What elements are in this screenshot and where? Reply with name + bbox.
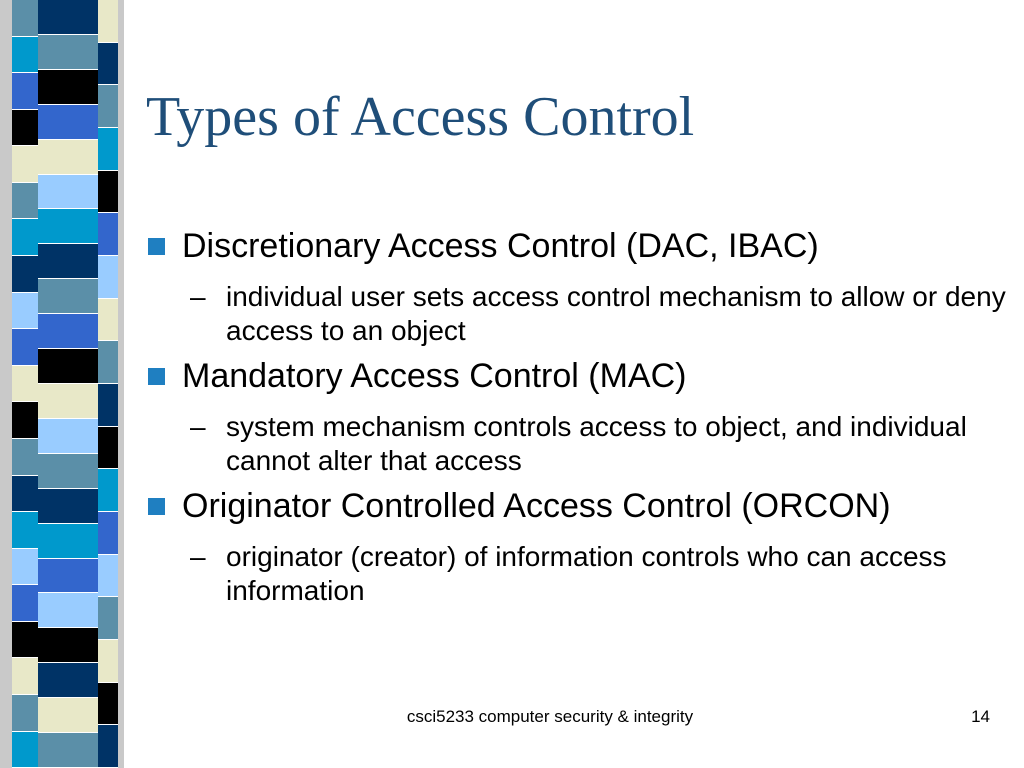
bullet-text: Mandatory Access Control (MAC) [182,357,687,395]
strip-block [12,622,38,659]
sub-bullet-text: originator (creator) of information controls who can access information [226,541,947,606]
strip-column-left [12,0,38,768]
strip-block [98,128,118,171]
strip-block [38,593,98,628]
strip-block [12,402,38,439]
strip-block [98,555,118,598]
sub-bullet-text: system mechanism controls access to object, and individual cannot alter that access [226,411,967,476]
strip-block [12,219,38,256]
strip-block [38,175,98,210]
slide-title: Types of Access Control [146,86,695,148]
strip-block [12,476,38,513]
strip-block [12,256,38,293]
strip-block [38,628,98,663]
sub-bullet-item [190,410,1006,478]
bullet-item [146,226,1006,266]
strip-block [38,524,98,559]
strip-block [12,658,38,695]
bullet-group-orcon [146,486,1006,608]
strip-block [38,105,98,140]
strip-block [98,683,118,726]
strip-block [38,698,98,733]
strip-block [12,183,38,220]
sub-bullet-text: individual user sets access control mechanism to allow or deny access to an object [226,281,1006,346]
strip-block [98,725,118,768]
bullet-item [146,356,1006,396]
strip-block [38,663,98,698]
strip-block [38,559,98,594]
strip-block [98,256,118,299]
strip-block [38,209,98,244]
strip-block [12,439,38,476]
strip-block [12,549,38,586]
strip-block [38,349,98,384]
strip-block [98,512,118,555]
strip-block [12,329,38,366]
strip-block [98,384,118,427]
strip-block [98,43,118,86]
strip-block [12,73,38,110]
strip-block [98,469,118,512]
strip-column-middle [38,0,98,768]
strip-block [12,110,38,147]
strip-block [12,0,38,37]
strip-column-right [98,0,118,768]
sub-bullet-item [190,540,1006,608]
strip-block [12,37,38,74]
bullet-group-dac [146,226,1006,348]
strip-block [38,314,98,349]
strip-block [12,512,38,549]
strip-block [12,293,38,330]
strip-block [98,427,118,470]
strip-block [98,640,118,683]
bullet-text: Discretionary Access Control (DAC, IBAC) [182,227,819,265]
bullet-item [146,486,1006,526]
square-bullet-icon [148,238,165,255]
slide-number: 14 [971,707,990,726]
strip-block [12,585,38,622]
strip-block [38,70,98,105]
strip-block [38,279,98,314]
strip-block [38,733,98,768]
strip-block [98,171,118,214]
strip-block [12,366,38,403]
strip-block [98,85,118,128]
bullet-list [146,226,1006,616]
strip-block [98,213,118,256]
strip-block [38,0,98,35]
dash-marker: – [190,411,206,442]
strip-block [98,299,118,342]
footer-course-title: csci5233 computer security & integrity [406,707,694,726]
strip-block [98,0,118,43]
strip-block [98,597,118,640]
dash-marker: – [190,281,206,312]
dash-marker: – [190,541,206,572]
decorative-color-strip [0,0,124,768]
strip-block [12,146,38,183]
strip-block [12,695,38,732]
strip-block [38,454,98,489]
bullet-group-mac [146,356,1006,478]
strip-block [38,140,98,175]
bullet-text: Originator Controlled Access Control (ORCON) [182,487,891,525]
sub-bullet-item [190,280,1006,348]
strip-block [38,35,98,70]
strip-block [38,489,98,524]
square-bullet-icon [148,368,165,385]
strip-block [38,244,98,279]
square-bullet-icon [148,498,165,515]
strip-block [12,732,38,768]
strip-block [38,384,98,419]
strip-block [38,419,98,454]
strip-block [98,341,118,384]
